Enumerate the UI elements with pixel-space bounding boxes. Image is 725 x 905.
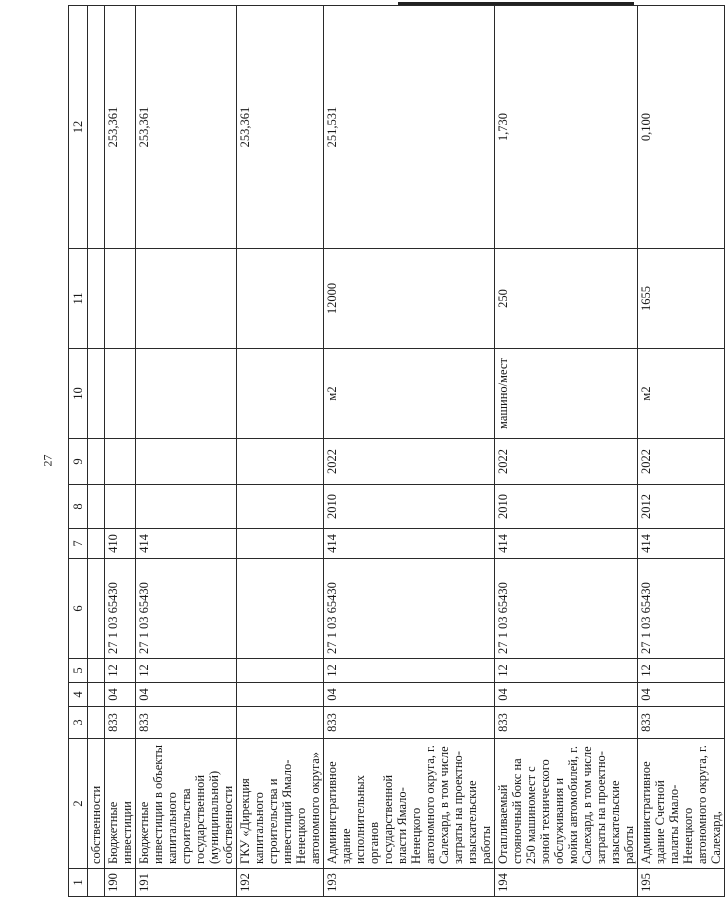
ministry-code-cell: [237, 707, 324, 739]
ministry-code-cell: 833: [136, 707, 237, 739]
row-number-cell: 190: [105, 869, 136, 897]
header-cell: 9: [69, 439, 88, 485]
start-year-cell: [237, 485, 324, 529]
name-cell: Бюджетные инвестиции: [105, 739, 136, 869]
header-cell: 10: [69, 349, 88, 439]
row-number-cell: [88, 869, 105, 897]
unit-cell: машино/мест: [495, 349, 638, 439]
name-cell: Административное здание исполнительных органов государственной власти Ямало-Ненецкого автономного округа, г. Салехард, в том числе затраты на проектно-изыскательские работы: [324, 739, 495, 869]
section-cell: [237, 683, 324, 707]
row-number-cell: 193: [324, 869, 495, 897]
target-article-cell: 27 1 03 65430: [105, 559, 136, 659]
capacity-cell: 12000: [324, 249, 495, 349]
start-year-cell: [136, 485, 237, 529]
name-cell: Отапливаемый стояночный бокс на 250 машиномест с зоной технического обслуживания и мойки автомобилей, г. Салехард, в том числе затраты на проектно-изыскательские работы: [495, 739, 638, 869]
end-year-cell: [105, 439, 136, 485]
name-cell: ГКУ «Дирекция капитального строительства и инвестиций Ямало-Ненецкого автономного округа»: [237, 739, 324, 869]
budget-table: [68, 5, 725, 897]
header-cell: 3: [69, 707, 88, 739]
capacity-cell: 1655: [638, 249, 725, 349]
amount-cell: 253,361: [237, 6, 324, 249]
table-row: [105, 6, 136, 897]
row-number-cell: 195: [638, 869, 725, 897]
end-year-cell: 2022: [324, 439, 495, 485]
section-cell: 04: [638, 683, 725, 707]
capacity-cell: [88, 249, 105, 349]
table-row: [237, 6, 324, 897]
section-cell: [88, 683, 105, 707]
unit-cell: м2: [324, 349, 495, 439]
row-number-cell: 194: [495, 869, 638, 897]
row-number-cell: 191: [136, 869, 237, 897]
target-article-cell: 27 1 03 65430: [136, 559, 237, 659]
header-cell: 8: [69, 485, 88, 529]
name-cell: собственности: [88, 739, 105, 869]
header-cell: 7: [69, 529, 88, 559]
expense-type-cell: [88, 529, 105, 559]
subsection-cell: 12: [324, 659, 495, 683]
unit-cell: м2: [638, 349, 725, 439]
unit-cell: [237, 349, 324, 439]
capacity-cell: [105, 249, 136, 349]
capacity-cell: [136, 249, 237, 349]
section-cell: 04: [136, 683, 237, 707]
header-cell: 4: [69, 683, 88, 707]
unit-cell: [136, 349, 237, 439]
start-year-cell: [88, 485, 105, 529]
expense-type-cell: [237, 529, 324, 559]
subsection-cell: [237, 659, 324, 683]
end-year-cell: [136, 439, 237, 485]
table-row: [638, 6, 725, 897]
amount-cell: 253,361: [105, 6, 136, 249]
table-row: [495, 6, 638, 897]
end-year-cell: 2022: [638, 439, 725, 485]
amount-cell: 253,361: [136, 6, 237, 249]
table-area: [68, 26, 723, 897]
capacity-cell: 250: [495, 249, 638, 349]
table-row: [136, 6, 237, 897]
start-year-cell: 2010: [324, 485, 495, 529]
section-cell: 04: [105, 683, 136, 707]
start-year-cell: [105, 485, 136, 529]
expense-type-cell: 414: [136, 529, 237, 559]
ministry-code-cell: 833: [495, 707, 638, 739]
table-row: [88, 6, 105, 897]
start-year-cell: 2010: [495, 485, 638, 529]
target-article-cell: 27 1 03 65430: [638, 559, 725, 659]
end-year-cell: [237, 439, 324, 485]
ministry-code-cell: [88, 707, 105, 739]
end-year-cell: 2022: [495, 439, 638, 485]
target-article-cell: [88, 559, 105, 659]
expense-type-cell: 414: [324, 529, 495, 559]
ministry-code-cell: 833: [324, 707, 495, 739]
section-cell: 04: [495, 683, 638, 707]
header-cell: 1: [69, 869, 88, 897]
ministry-code-cell: 833: [105, 707, 136, 739]
header-cell: 2: [69, 739, 88, 869]
rotated-table-container: [68, 26, 723, 897]
ministry-code-cell: 833: [638, 707, 725, 739]
expense-type-cell: 414: [495, 529, 638, 559]
name-cell: Административное здание Счетной палаты Ямало-Ненецкого автономного округа, г. Салехард,: [638, 739, 725, 869]
subsection-cell: 12: [136, 659, 237, 683]
amount-cell: 251,531: [324, 6, 495, 249]
row-number-cell: 192: [237, 869, 324, 897]
expense-type-cell: 410: [105, 529, 136, 559]
target-article-cell: 27 1 03 65430: [495, 559, 638, 659]
header-cell: 5: [69, 659, 88, 683]
end-year-cell: [88, 439, 105, 485]
header-cell: 11: [69, 249, 88, 349]
amount-cell: [88, 6, 105, 249]
target-article-cell: [237, 559, 324, 659]
target-article-cell: 27 1 03 65430: [324, 559, 495, 659]
unit-cell: [88, 349, 105, 439]
expense-type-cell: 414: [638, 529, 725, 559]
subsection-cell: 12: [105, 659, 136, 683]
subsection-cell: [88, 659, 105, 683]
section-cell: 04: [324, 683, 495, 707]
table-row: [324, 6, 495, 897]
header-cell: 6: [69, 559, 88, 659]
unit-cell: [105, 349, 136, 439]
header-cell: 12: [69, 6, 88, 249]
name-cell: Бюджетные инвестиции в объекты капитального строительства государственной (муниципальной) собственности: [136, 739, 237, 869]
start-year-cell: 2012: [638, 485, 725, 529]
amount-cell: 0,100: [638, 6, 725, 249]
header-row: [69, 6, 88, 897]
amount-cell: 1,730: [495, 6, 638, 249]
subsection-cell: 12: [638, 659, 725, 683]
page-number: 27: [40, 454, 55, 467]
subsection-cell: 12: [495, 659, 638, 683]
capacity-cell: [237, 249, 324, 349]
